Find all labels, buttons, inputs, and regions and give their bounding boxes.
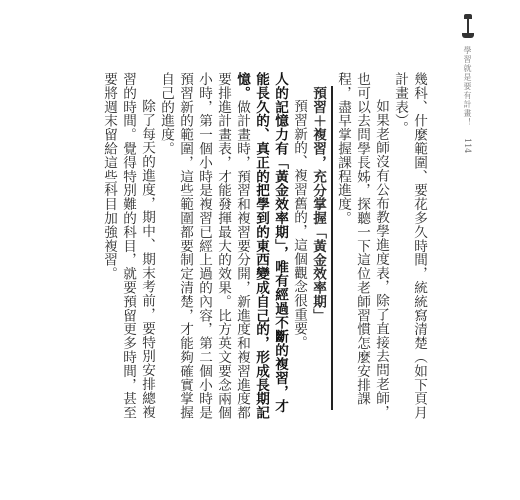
- paragraph-4-text: 做計畫時，預習和複習要分開，新進度和複習進度都要排進計畫表，才能發揮最大的效果。比方英文要念兩個小時，第一個小時是複習已經上過的內容，第二個小時是預習新的範圍，這些範圍都要制定清楚，才能夠確實掌握自己的進度。: [158, 72, 250, 420]
- paragraph-3: 預習新的、複習舊的，這個觀念很重要。: [291, 99, 307, 350]
- paragraph-1: 幾科、什麼範圍、要花多久時間，統統寫清楚（如下頁月計畫表）。: [392, 72, 427, 420]
- running-title: 學習就是要有計畫！: [463, 46, 472, 127]
- paragraph-5: 除了每天的進度，期中、期末考前，要特別安排總複習的時間。覺得特別難的科目，就要預留更多時間，甚至要將週末留給這些科目加強複習。: [101, 72, 155, 420]
- paragraph-2: 如果老師沒有公布教學進度表，除了直接去問老師，也可以去問學長姊，探聽一下這位老師習慣怎麼安排課程，盡早掌握課程進度。: [335, 72, 389, 419]
- body-text: [101, 72, 428, 422]
- page-number: 114: [463, 138, 472, 154]
- emphasis-text: 人的記憶力有「黃金效率期」，唯有經過不斷的複習，才能長久的、真正的把學到的東西變成自己的，形成長期記憶。: [234, 72, 288, 420]
- section-heading: 預習＋複習，充分掌握「黃金效率期」: [308, 86, 333, 410]
- paragraph-4: [156, 72, 289, 422]
- page-header: [460, 14, 476, 164]
- pen-ornament-icon: [462, 14, 474, 40]
